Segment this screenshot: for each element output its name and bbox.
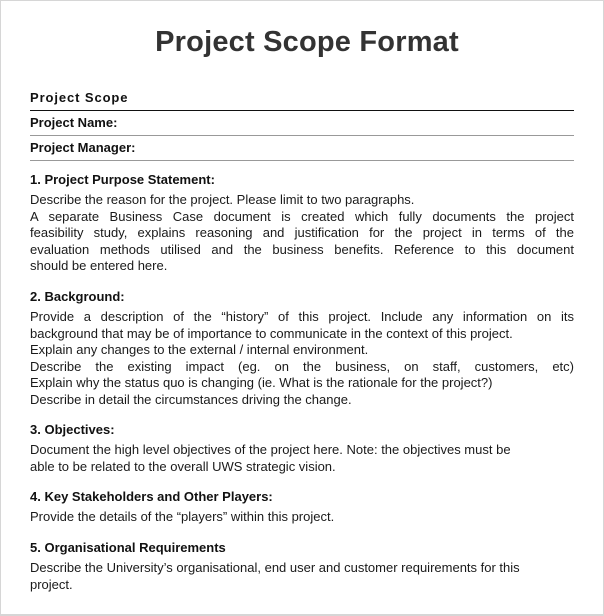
document-title: Project Scope Format	[155, 26, 459, 58]
section-background	[30, 289, 574, 409]
body-line: Describe the existing impact (eg. on the business, on staff, customers, etc)	[30, 358, 574, 374]
body-line: Describe the reason for the project. Please limit to two paragraphs.	[30, 192, 415, 207]
body-line: project.	[30, 576, 73, 592]
body-line: Explain why the status quo is changing (ie. What is the rationale for the project?)	[30, 375, 493, 391]
section-organisational-requirements	[30, 540, 574, 593]
section-heading: 5. Organisational Requirements	[30, 540, 226, 555]
body-line: Describe the University’s organisational, end user and customer requirements for this	[30, 560, 520, 575]
project-scope-label: Project Scope	[30, 90, 574, 111]
project-manager-field: Project Manager:	[30, 140, 574, 161]
body-line: evaluation methods utilised and the business benefits. Reference to this document	[30, 241, 574, 257]
body-line: Document the high level objectives of the project here. Note: the objectives must be	[30, 442, 511, 457]
section-project-purpose	[30, 172, 574, 275]
body-line: Provide a description of the “history” of this project. Include any information on its	[30, 309, 574, 324]
section-objectives	[30, 422, 574, 475]
section-heading: 2. Background:	[30, 289, 125, 304]
section-heading: 1. Project Purpose Statement:	[30, 172, 215, 187]
body-line: Describe in detail the circumstances driving the change.	[30, 391, 352, 407]
body-line: Provide the details of the “players” within this project.	[30, 509, 335, 524]
section-heading: 3. Objectives:	[30, 422, 115, 437]
section-heading: 4. Key Stakeholders and Other Players:	[30, 489, 273, 504]
section-key-stakeholders	[30, 489, 574, 526]
body-line: A separate Business Case document is created which fully documents the project	[30, 208, 574, 224]
body-line: Explain any changes to the external / internal environment.	[30, 342, 369, 358]
body-line: should be entered here.	[30, 258, 168, 274]
project-name-field: Project Name:	[30, 115, 574, 136]
body-line: background that may be of importance to communicate in the context of this project.	[30, 325, 513, 341]
body-line: feasibility study, explains reasoning and justification for the project in terms of the	[30, 225, 574, 241]
body-line: able to be related to the overall UWS strategic vision.	[30, 458, 336, 474]
